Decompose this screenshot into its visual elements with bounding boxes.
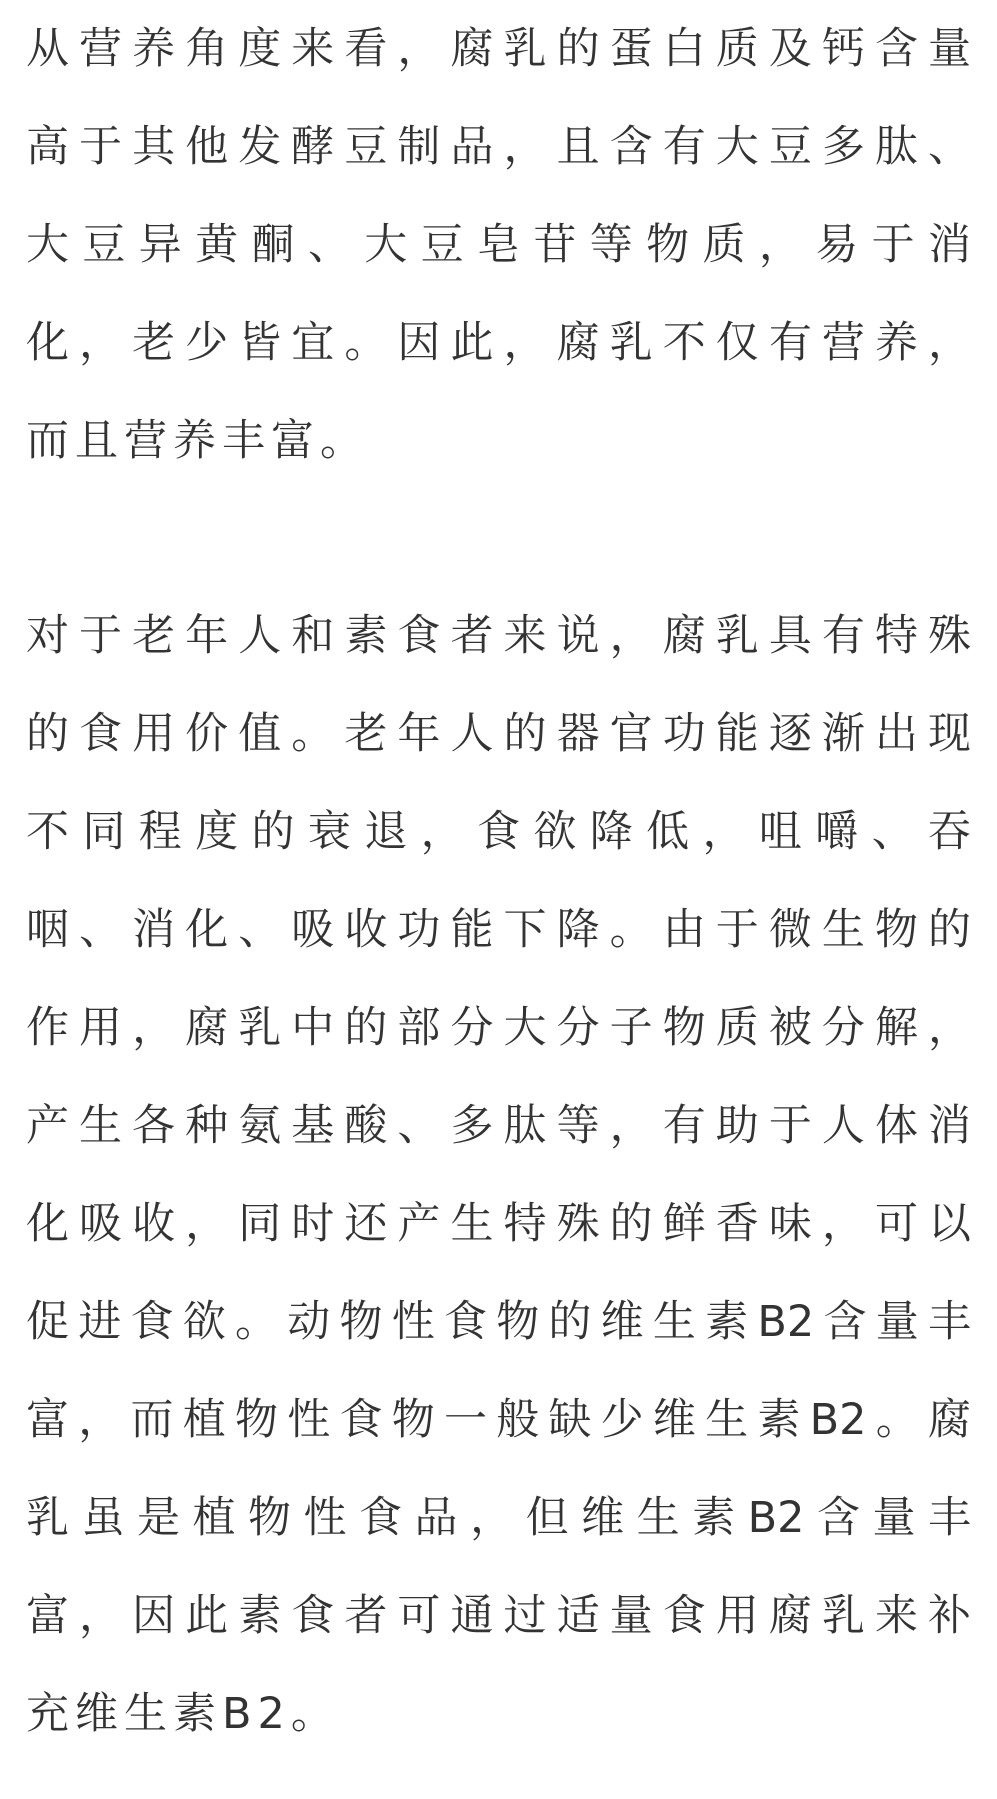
text-line: 作用，腐乳中的部分大分子物质被分解，	[26, 1003, 971, 1053]
text-line: 富，因此素食者可通过适量食用腐乳来补	[26, 1591, 971, 1641]
text-line: 产生各种氨基酸、多肽等，有助于人体消	[26, 1101, 971, 1151]
text-line: 充维生素B2。	[26, 1689, 340, 1739]
article-body	[26, 0, 971, 1763]
text-line: 化吸收，同时还产生特殊的鲜香味，可以	[26, 1199, 971, 1249]
paragraph-elderly-vegetarian	[26, 587, 971, 1763]
text-line: 化，老少皆宜。因此，腐乳不仅有营养，	[26, 318, 971, 368]
text-line: 的食用价值。老年人的器官功能逐渐出现	[26, 709, 971, 759]
text-line: 乳虽是植物性食品，但维生素B2含量丰	[26, 1493, 971, 1543]
text-line: 对于老年人和素食者来说，腐乳具有特殊	[26, 611, 971, 661]
text-line: 富，而植物性食物一般缺少维生素B2。腐	[26, 1395, 971, 1445]
text-line: 大豆异黄酮、大豆皂苷等物质，易于消	[26, 220, 971, 270]
text-line: 促进食欲。动物性食物的维生素B2含量丰	[26, 1297, 971, 1347]
text-line: 从营养角度来看，腐乳的蛋白质及钙含量	[26, 24, 971, 74]
text-line: 高于其他发酵豆制品，且含有大豆多肽、	[26, 122, 971, 172]
paragraph-spacer	[26, 490, 971, 587]
text-line: 咽、消化、吸收功能下降。由于微生物的	[26, 905, 971, 955]
text-line: 不同程度的衰退，食欲降低，咀嚼、吞	[26, 807, 971, 857]
text-line: 而且营养丰富。	[26, 416, 369, 466]
paragraph-nutrition	[26, 0, 971, 490]
